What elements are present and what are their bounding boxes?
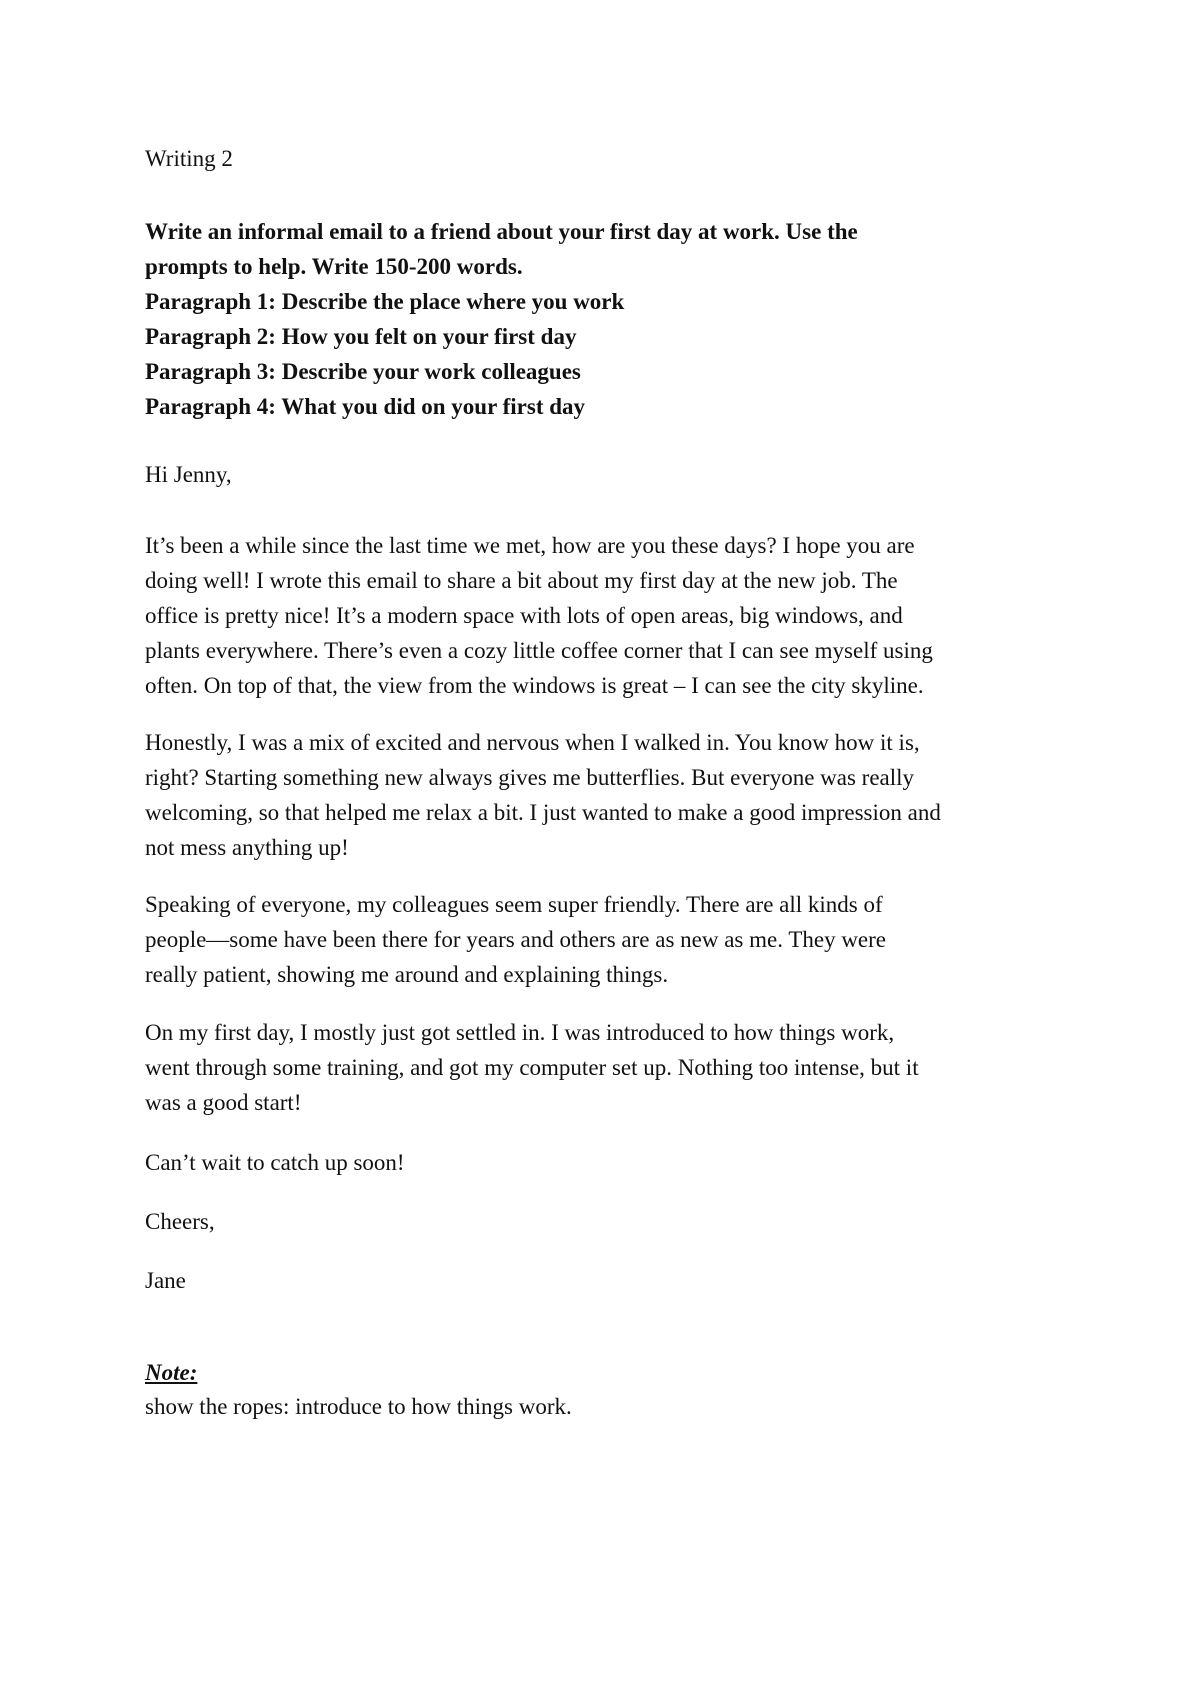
email-paragraph-2: [145, 725, 1105, 865]
task-line: Paragraph 2: How you felt on your first day: [145, 324, 577, 349]
task-line: Paragraph 4: What you did on your first day: [145, 394, 586, 419]
paragraph-line: really patient, showing me around and explaining things.: [145, 962, 669, 987]
note-label: Note:: [145, 1360, 198, 1385]
paragraph-line: office is pretty nice! It’s a modern space with lots of open areas, big windows, and: [145, 603, 903, 628]
signoff: Cheers,: [145, 1209, 215, 1234]
paragraph-line: plants everywhere. There’s even a cozy little coffee corner that I can see myself using: [145, 638, 933, 663]
email-paragraph-3: [145, 887, 1105, 992]
paragraph-line: not mess anything up!: [145, 835, 349, 860]
task-instructions: [145, 214, 858, 424]
document-page: [145, 0, 1105, 1694]
task-line: prompts to help. Write 150-200 words.: [145, 254, 523, 279]
task-line: Write an informal email to a friend about your first day at work. Use the: [145, 219, 858, 244]
paragraph-line: doing well! I wrote this email to share a bit about my first day at the new job. The: [145, 568, 898, 593]
paragraph-line: Honestly, I was a mix of excited and nervous when I walked in. You know how it is,: [145, 730, 920, 755]
signature: Jane: [145, 1268, 186, 1293]
paragraph-line: right? Starting something new always gives me butterflies. But everyone was really: [145, 765, 915, 790]
paragraph-line: people—some have been there for years and others are as new as me. They were: [145, 927, 887, 952]
closing-line: Can’t wait to catch up soon!: [145, 1150, 405, 1175]
note-text: show the ropes: introduce to how things work.: [145, 1394, 572, 1419]
paragraph-line: It’s been a while since the last time we met, how are you these days? I hope you are: [145, 533, 915, 558]
paragraph-line: welcoming, so that helped me relax a bit. I just wanted to make a good impression and: [145, 800, 941, 825]
task-line: Paragraph 3: Describe your work colleagues: [145, 359, 581, 384]
email-paragraph-4: [145, 1015, 1105, 1120]
document-title: Writing 2: [145, 146, 233, 171]
paragraph-line: went through some training, and got my computer set up. Nothing too intense, but it: [145, 1055, 919, 1080]
paragraph-line: often. On top of that, the view from the windows is great – I can see the city skyline.: [145, 673, 924, 698]
email-greeting: Hi Jenny,: [145, 462, 232, 487]
task-line: Paragraph 1: Describe the place where you work: [145, 289, 625, 314]
paragraph-line: On my first day, I mostly just got settled in. I was introduced to how things work,: [145, 1020, 895, 1045]
email-paragraph-1: [145, 528, 1105, 703]
paragraph-line: was a good start!: [145, 1090, 302, 1115]
paragraph-line: Speaking of everyone, my colleagues seem super friendly. There are all kinds of: [145, 892, 883, 917]
